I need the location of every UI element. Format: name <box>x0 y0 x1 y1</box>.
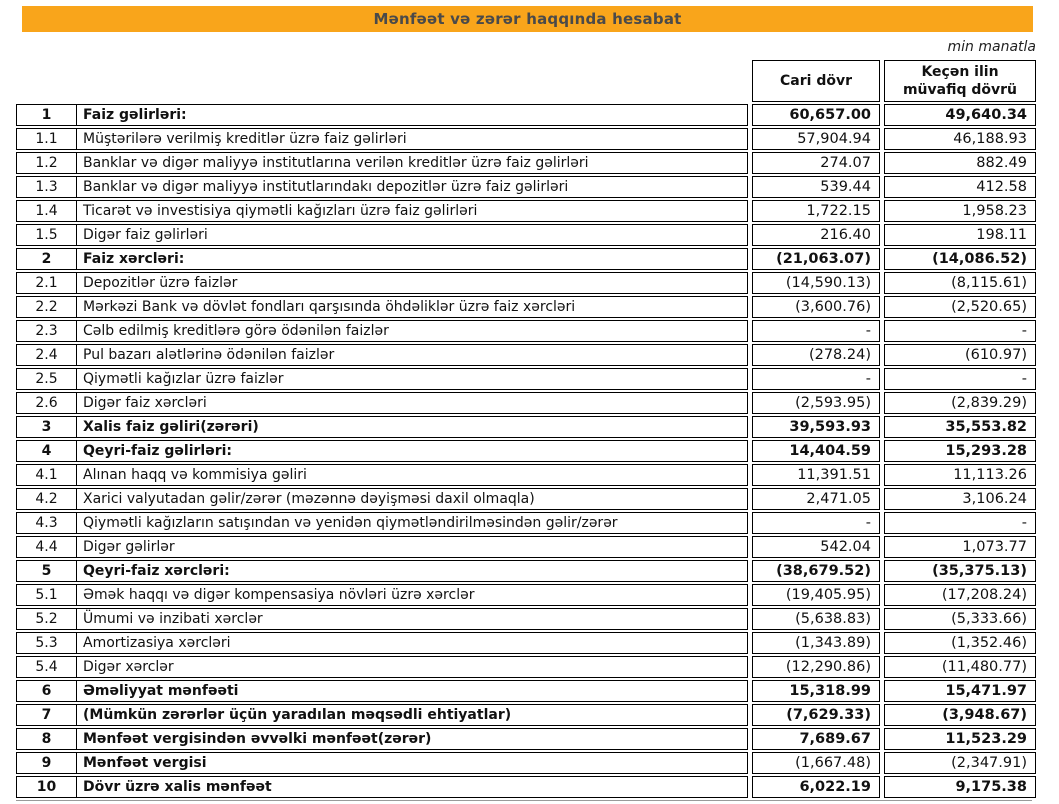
table-row <box>16 392 1036 414</box>
table-row <box>16 248 1036 270</box>
table-body <box>16 104 1036 798</box>
current-period-value: 6,022.19 <box>752 776 880 798</box>
previous-period-value: (5,333.66) <box>884 608 1036 630</box>
current-period-value: 7,689.67 <box>752 728 880 750</box>
row-label-cell <box>16 320 748 342</box>
row-label-cell <box>16 224 748 246</box>
row-label: Ticarət və investisiya qiymətli kağızları üzrə faiz gəlirləri <box>83 203 478 219</box>
row-label-cell <box>16 488 748 510</box>
current-period-value: - <box>752 320 880 342</box>
row-label: Depozitlər üzrə faizlər <box>83 275 238 291</box>
current-period-value: (3,600.76) <box>752 296 880 318</box>
row-number: 1.3 <box>17 177 77 197</box>
row-number: 4.1 <box>17 465 77 485</box>
row-number: 1.1 <box>17 129 77 149</box>
row-number: 5.1 <box>17 585 77 605</box>
current-period-value: 539.44 <box>752 176 880 198</box>
row-label: Cəlb edilmiş kreditlərə görə ödənilən faizlər <box>83 323 389 339</box>
previous-period-value: 412.58 <box>884 176 1036 198</box>
row-label: Digər faiz xərcləri <box>83 395 207 411</box>
row-label-cell <box>16 296 748 318</box>
current-period-value: 60,657.00 <box>752 104 880 126</box>
row-number: 7 <box>17 705 77 725</box>
row-label-cell <box>16 248 748 270</box>
table-row <box>16 368 1036 390</box>
current-period-value: (12,290.86) <box>752 656 880 678</box>
previous-period-value: (2,839.29) <box>884 392 1036 414</box>
row-label: Dövr üzrə xalis mənfəət <box>83 779 272 795</box>
row-label: Mərkəzi Bank və dövlət fondları qarşısında öhdəliklər üzrə faiz xərcləri <box>83 299 576 315</box>
previous-period-value: 49,640.34 <box>884 104 1036 126</box>
row-label: Digər faiz gəlirləri <box>83 227 208 243</box>
current-period-value: 2,471.05 <box>752 488 880 510</box>
row-number: 5.2 <box>17 609 77 629</box>
table-row <box>16 224 1036 246</box>
row-label: Qeyri-faiz xərcləri: <box>83 563 230 579</box>
previous-period-value: 882.49 <box>884 152 1036 174</box>
current-period-value: 542.04 <box>752 536 880 558</box>
row-label-cell <box>16 560 748 582</box>
row-number: 2.4 <box>17 345 77 365</box>
table-header-row <box>16 60 1036 102</box>
current-period-value: (1,667.48) <box>752 752 880 774</box>
row-label: Faiz gəlirləri: <box>83 107 187 123</box>
row-number: 9 <box>17 753 77 773</box>
table-row <box>16 752 1036 774</box>
table-row <box>16 656 1036 678</box>
row-number: 8 <box>17 729 77 749</box>
row-label-cell <box>16 464 748 486</box>
row-number: 5.4 <box>17 657 77 677</box>
row-label-cell <box>16 632 748 654</box>
table-row <box>16 536 1036 558</box>
row-label-cell <box>16 440 748 462</box>
row-number: 6 <box>17 681 77 701</box>
row-label: Xarici valyutadan gəlir/zərər (məzənnə dəyişməsi daxil olmaqla) <box>83 491 535 507</box>
previous-period-value: 35,553.82 <box>884 416 1036 438</box>
table-row <box>16 128 1036 150</box>
previous-period-value: (2,347.91) <box>884 752 1036 774</box>
current-period-value: (278.24) <box>752 344 880 366</box>
row-label-cell <box>16 728 748 750</box>
table-row <box>16 776 1036 798</box>
table-row <box>16 560 1036 582</box>
current-period-value: (14,590.13) <box>752 272 880 294</box>
row-number: 1.2 <box>17 153 77 173</box>
table-row <box>16 320 1036 342</box>
row-label: Mənfəət vergisindən əvvəlki mənfəət(zərər) <box>83 731 432 747</box>
previous-period-value: (8,115.61) <box>884 272 1036 294</box>
previous-period-value: 198.11 <box>884 224 1036 246</box>
previous-period-value: (3,948.67) <box>884 704 1036 726</box>
table-row <box>16 488 1036 510</box>
current-period-value: 274.07 <box>752 152 880 174</box>
table-row <box>16 704 1036 726</box>
column-header-current-period: Cari dövr <box>752 60 880 102</box>
current-period-value: (2,593.95) <box>752 392 880 414</box>
row-label-cell <box>16 392 748 414</box>
row-label: Əməliyyat mənfəəti <box>83 683 239 699</box>
table-row <box>16 104 1036 126</box>
current-period-value: (21,063.07) <box>752 248 880 270</box>
row-number: 2.5 <box>17 369 77 389</box>
previous-period-value: 15,293.28 <box>884 440 1036 462</box>
row-label-cell <box>16 104 748 126</box>
row-label: Mənfəət vergisi <box>83 755 207 771</box>
row-number: 2.6 <box>17 393 77 413</box>
table-row <box>16 416 1036 438</box>
row-label-cell <box>16 368 748 390</box>
row-label: Əmək haqqı və digər kompensasiya növləri üzrə xərclər <box>83 587 475 603</box>
row-number: 2.2 <box>17 297 77 317</box>
table-row <box>16 152 1036 174</box>
row-number: 4.4 <box>17 537 77 557</box>
row-label-cell <box>16 752 748 774</box>
current-period-value: 11,391.51 <box>752 464 880 486</box>
previous-period-value: 11,523.29 <box>884 728 1036 750</box>
current-period-value: (38,679.52) <box>752 560 880 582</box>
previous-period-value: (2,520.65) <box>884 296 1036 318</box>
table-row <box>16 440 1036 462</box>
row-label: Alınan haqq və kommisiya gəliri <box>83 467 307 483</box>
previous-period-value: (1,352.46) <box>884 632 1036 654</box>
column-header-previous-period: Keçən ilin müvafiq dövrü <box>884 60 1036 102</box>
row-label: Digər xərclər <box>83 659 174 675</box>
previous-period-value: (610.97) <box>884 344 1036 366</box>
row-number: 1 <box>17 105 77 125</box>
row-label-cell <box>16 680 748 702</box>
previous-period-value: 11,113.26 <box>884 464 1036 486</box>
previous-period-value: - <box>884 368 1036 390</box>
row-label: Qeyri-faiz gəlirləri: <box>83 443 233 459</box>
row-label: Faiz xərcləri: <box>83 251 185 267</box>
previous-period-value: (17,208.24) <box>884 584 1036 606</box>
previous-period-value: 15,471.97 <box>884 680 1036 702</box>
previous-period-value: 1,073.77 <box>884 536 1036 558</box>
current-period-value: (19,405.95) <box>752 584 880 606</box>
row-label: Ümumi və inzibati xərclər <box>83 611 263 627</box>
row-number: 10 <box>17 777 77 797</box>
previous-period-value: 9,175.38 <box>884 776 1036 798</box>
unit-note: min manatla <box>947 39 1036 55</box>
table-row <box>16 512 1036 534</box>
current-period-value: 15,318.99 <box>752 680 880 702</box>
row-label: Digər gəlirlər <box>83 539 175 555</box>
row-label: Pul bazarı alətlərinə ödənilən faizlər <box>83 347 335 363</box>
current-period-value: - <box>752 368 880 390</box>
row-label: Banklar və digər maliyyə institutlarına verilən kreditlər üzrə faiz gəlirləri <box>83 155 589 171</box>
table-row <box>16 464 1036 486</box>
row-number: 4.2 <box>17 489 77 509</box>
previous-period-value: - <box>884 320 1036 342</box>
table-row <box>16 680 1036 702</box>
previous-period-value: 3,106.24 <box>884 488 1036 510</box>
table-row <box>16 344 1036 366</box>
table-bottom-divider <box>16 800 1032 801</box>
row-label-cell <box>16 512 748 534</box>
current-period-value: (5,638.83) <box>752 608 880 630</box>
row-label-cell <box>16 128 748 150</box>
previous-period-value: 1,958.23 <box>884 200 1036 222</box>
row-label-cell <box>16 416 748 438</box>
row-label-cell <box>16 608 748 630</box>
row-number: 4.3 <box>17 513 77 533</box>
row-label-cell <box>16 272 748 294</box>
current-period-value: 1,722.15 <box>752 200 880 222</box>
table-row <box>16 296 1036 318</box>
row-number: 5 <box>17 561 77 581</box>
row-label-cell <box>16 176 748 198</box>
current-period-value: (7,629.33) <box>752 704 880 726</box>
previous-period-value: (14,086.52) <box>884 248 1036 270</box>
row-number: 3 <box>17 417 77 437</box>
current-period-value: 216.40 <box>752 224 880 246</box>
row-label-cell <box>16 152 748 174</box>
row-number: 4 <box>17 441 77 461</box>
table-row <box>16 728 1036 750</box>
row-number: 5.3 <box>17 633 77 653</box>
row-label: Amortizasiya xərcləri <box>83 635 231 651</box>
current-period-value: 57,904.94 <box>752 128 880 150</box>
report-title-bar: Mənfəət və zərər haqqında hesabat <box>22 6 1033 32</box>
current-period-value: (1,343.89) <box>752 632 880 654</box>
table-row <box>16 584 1036 606</box>
row-label-cell <box>16 344 748 366</box>
row-label-cell <box>16 656 748 678</box>
row-label-cell <box>16 704 748 726</box>
row-number: 1.4 <box>17 201 77 221</box>
current-period-value: - <box>752 512 880 534</box>
row-label: Banklar və digər maliyyə institutlarındakı depozitlər üzrə faiz gəlirləri <box>83 179 569 195</box>
previous-period-value: (35,375.13) <box>884 560 1036 582</box>
row-label: Qiymətli kağızlar üzrə faizlər <box>83 371 284 387</box>
table-row <box>16 632 1036 654</box>
table-row <box>16 200 1036 222</box>
table-row <box>16 608 1036 630</box>
row-label-cell <box>16 536 748 558</box>
row-label: Müştərilərə verilmiş kreditlər üzrə faiz gəlirləri <box>83 131 407 147</box>
previous-period-value: - <box>884 512 1036 534</box>
row-label: (Mümkün zərərlər üçün yaradılan məqsədli ehtiyatlar) <box>83 707 512 723</box>
row-label-cell <box>16 776 748 798</box>
previous-period-value: 46,188.93 <box>884 128 1036 150</box>
row-label: Xalis faiz gəliri(zərəri) <box>83 419 259 435</box>
current-period-value: 14,404.59 <box>752 440 880 462</box>
current-period-value: 39,593.93 <box>752 416 880 438</box>
row-label-cell <box>16 200 748 222</box>
row-label: Qiymətli kağızların satışından və yenidən qiymətləndirilməsindən gəlir/zərər <box>83 515 618 531</box>
previous-period-value: (11,480.77) <box>884 656 1036 678</box>
row-number: 1.5 <box>17 225 77 245</box>
table-row <box>16 176 1036 198</box>
table-row <box>16 272 1036 294</box>
row-number: 2.3 <box>17 321 77 341</box>
header-spacer <box>16 60 748 102</box>
row-number: 2.1 <box>17 273 77 293</box>
row-label-cell <box>16 584 748 606</box>
row-number: 2 <box>17 249 77 269</box>
